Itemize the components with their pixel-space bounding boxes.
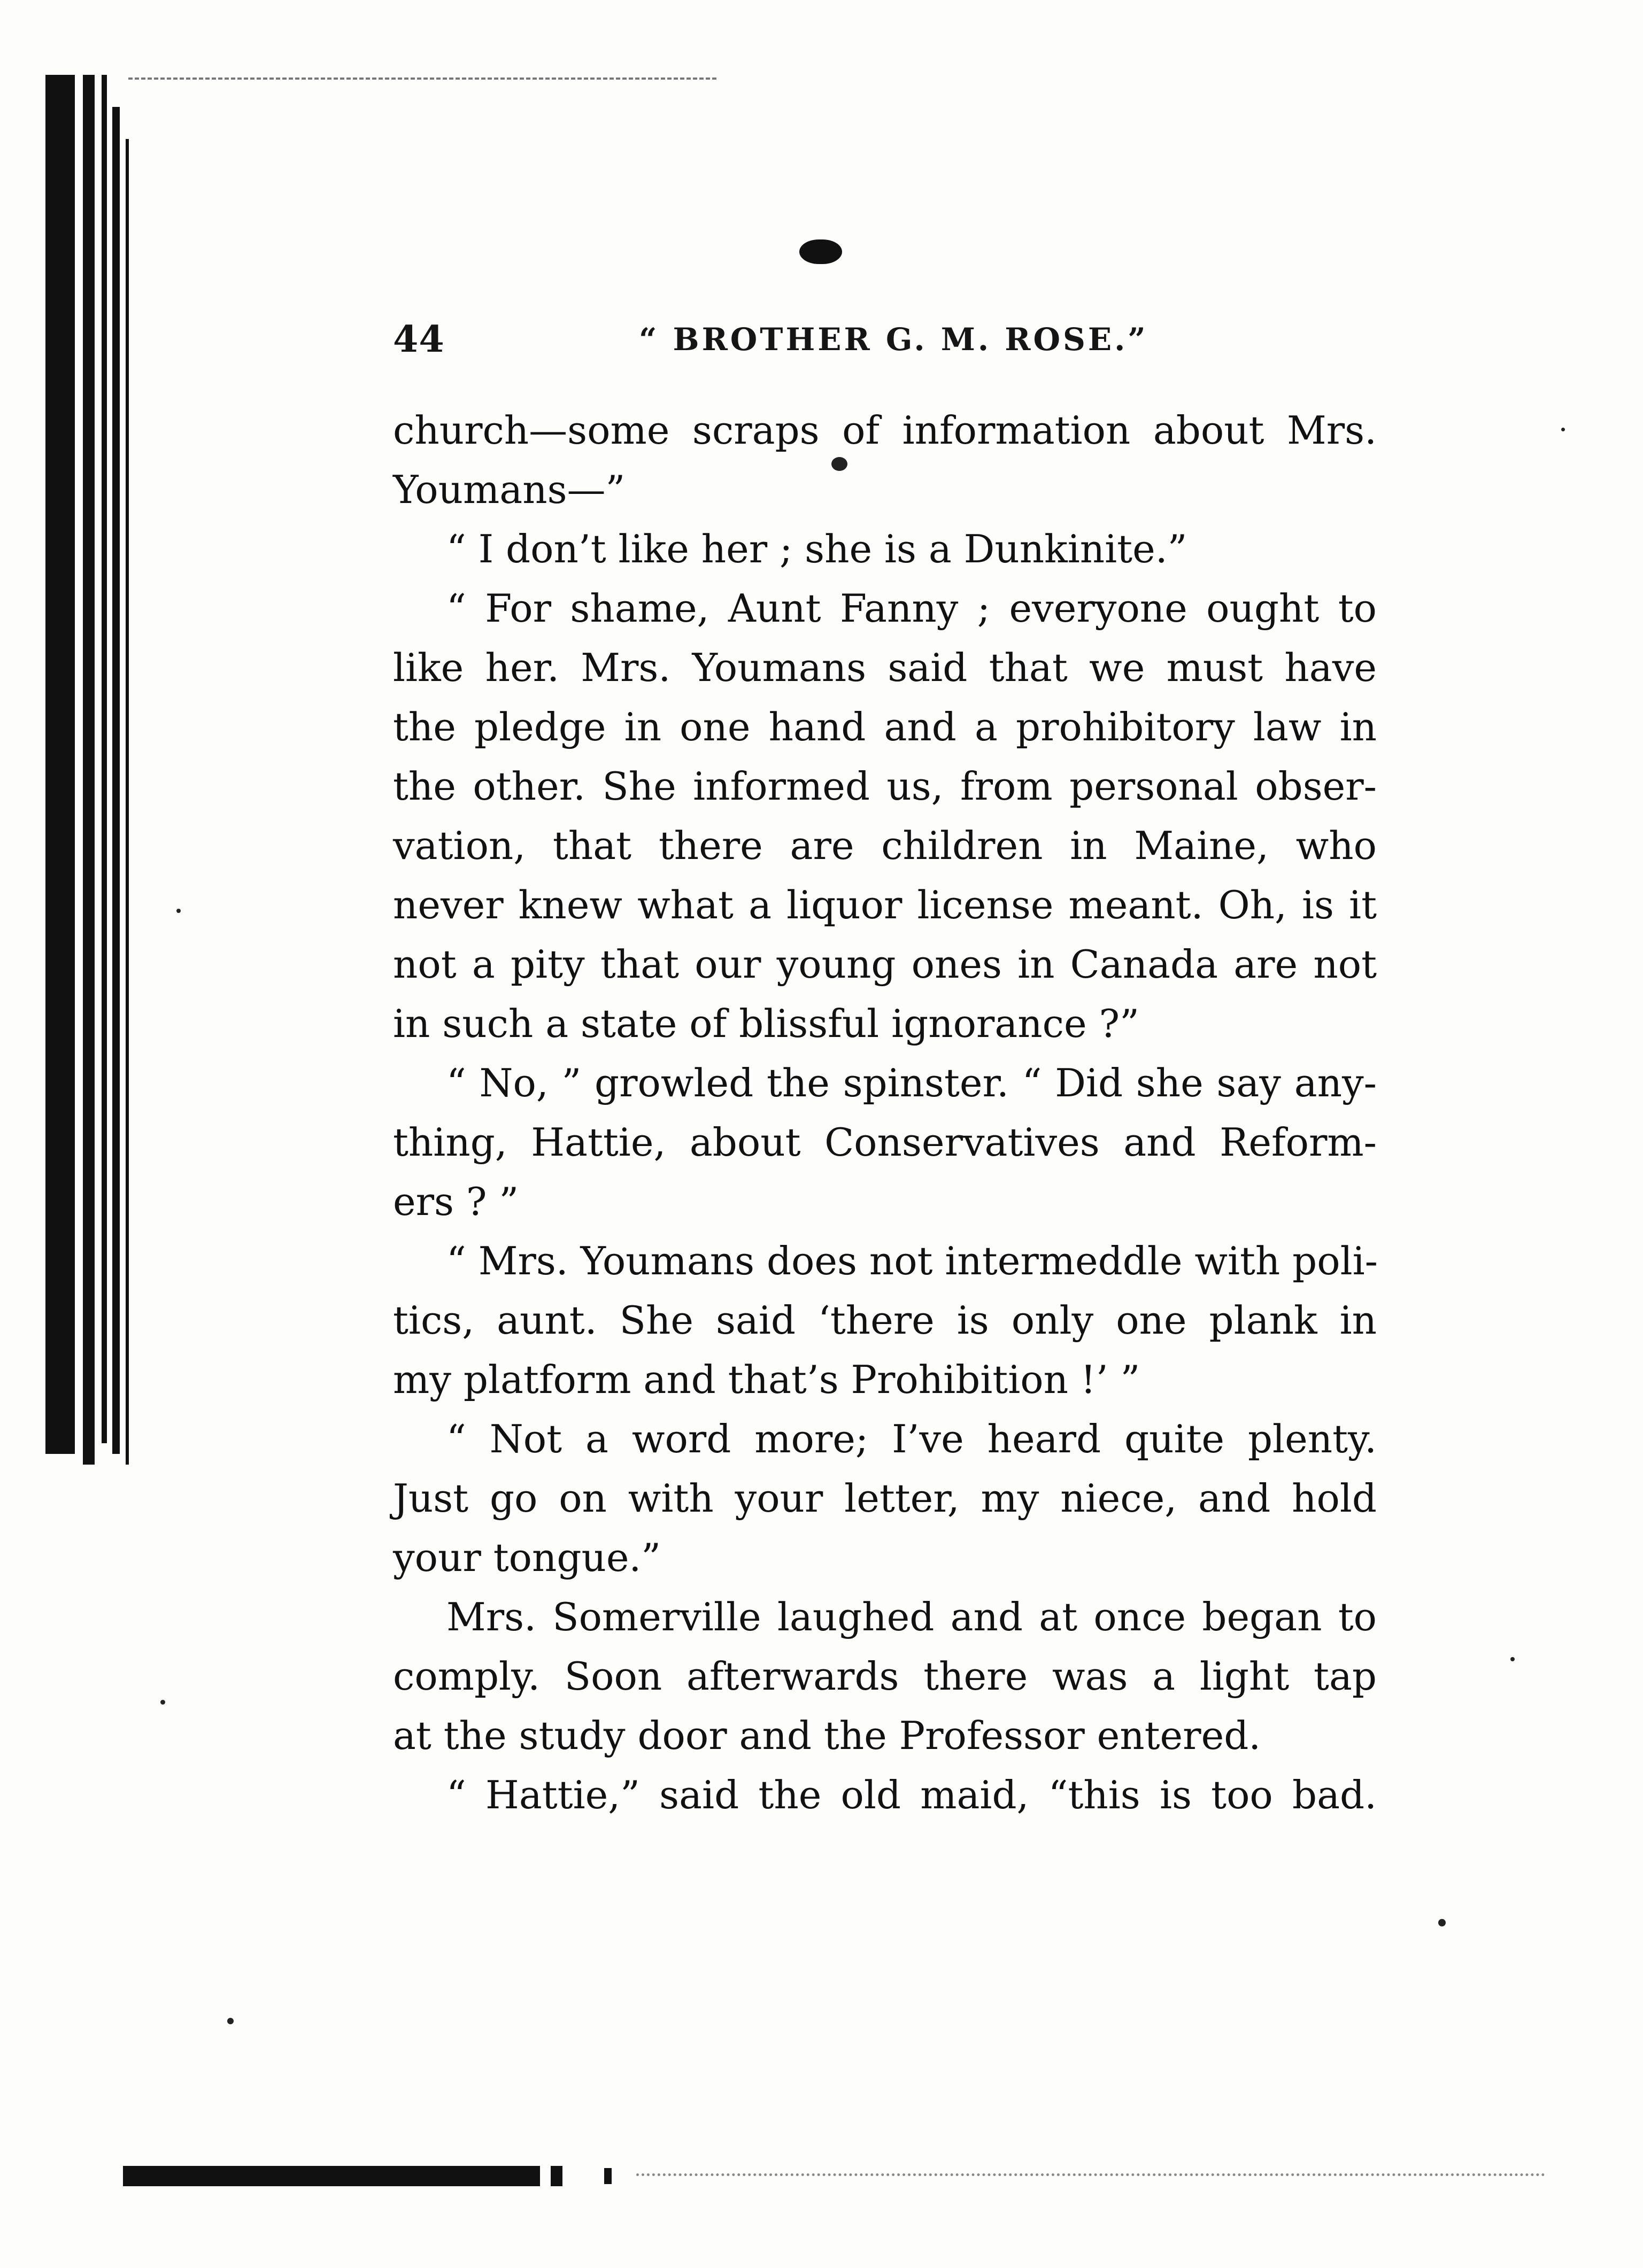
scan-speck	[1438, 1919, 1446, 1926]
text-line: tics, aunt. She said ‘there is only one plank in	[393, 1298, 1377, 1343]
text-line: vation, that there are children in Maine, who	[393, 823, 1377, 868]
running-title: “ BROTHER G. M. ROSE.”	[639, 321, 1148, 358]
text-line: “ I don’t like her ; she is a Dunkinite.”	[446, 527, 1187, 571]
text-line: Mrs. Somerville laughed and at once began to	[446, 1594, 1377, 1639]
text-line: “ Mrs. Youmans does not intermeddle with poli-	[446, 1239, 1378, 1283]
scan-speck	[160, 1700, 165, 1705]
text-line: my platform and that’s Prohibition !’ ”	[393, 1357, 1140, 1402]
text-line: “ Not a word more; I’ve heard quite plenty.	[446, 1416, 1377, 1461]
text-line: the other. She informed us, from personal obser-	[393, 764, 1377, 809]
ink-blot-ornament	[799, 239, 842, 264]
scan-bottom-edge	[123, 2161, 1567, 2193]
scan-speck	[176, 909, 181, 913]
text-line: not a pity that our young ones in Canada are not	[393, 942, 1377, 987]
page-number: 44	[393, 318, 445, 361]
text-line: “ For shame, Aunt Fanny ; everyone ought to	[446, 586, 1377, 631]
text-line: Just go on with your letter, my niece, and hold	[393, 1476, 1377, 1521]
scan-speck	[227, 2018, 234, 2024]
text-line: never knew what a liquor license meant. Oh, is it	[393, 883, 1377, 927]
scan-top-edge	[128, 78, 716, 86]
text-line: the pledge in one hand and a prohibitory law in	[393, 705, 1377, 749]
text-line: church—some scraps of information about Mrs.	[393, 408, 1377, 453]
scan-binding-edge	[45, 75, 147, 1443]
text-line: thing, Hattie, about Conservatives and Reform-	[393, 1120, 1377, 1165]
scan-speck	[1510, 1657, 1515, 1661]
text-line: “ No, ” growled the spinster. “ Did she say any-	[446, 1061, 1377, 1105]
running-header	[0, 318, 1643, 366]
text-line: your tongue.”	[393, 1535, 661, 1580]
text-line: like her. Mrs. Youmans said that we must have	[393, 645, 1377, 690]
text-line: “ Hattie,” said the old maid, “this is too bad.	[446, 1772, 1377, 1817]
text-line: ers ? ”	[393, 1179, 519, 1224]
text-line: Youmans—”	[393, 467, 626, 512]
scan-speck	[831, 457, 847, 471]
scan-speck	[1561, 428, 1565, 431]
text-line: at the study door and the Professor entered.	[393, 1713, 1261, 1758]
body-text	[393, 401, 1377, 1825]
text-line: comply. Soon afterwards there was a light tap	[393, 1654, 1377, 1699]
text-line: in such a state of blissful ignorance ?”	[393, 1001, 1139, 1046]
